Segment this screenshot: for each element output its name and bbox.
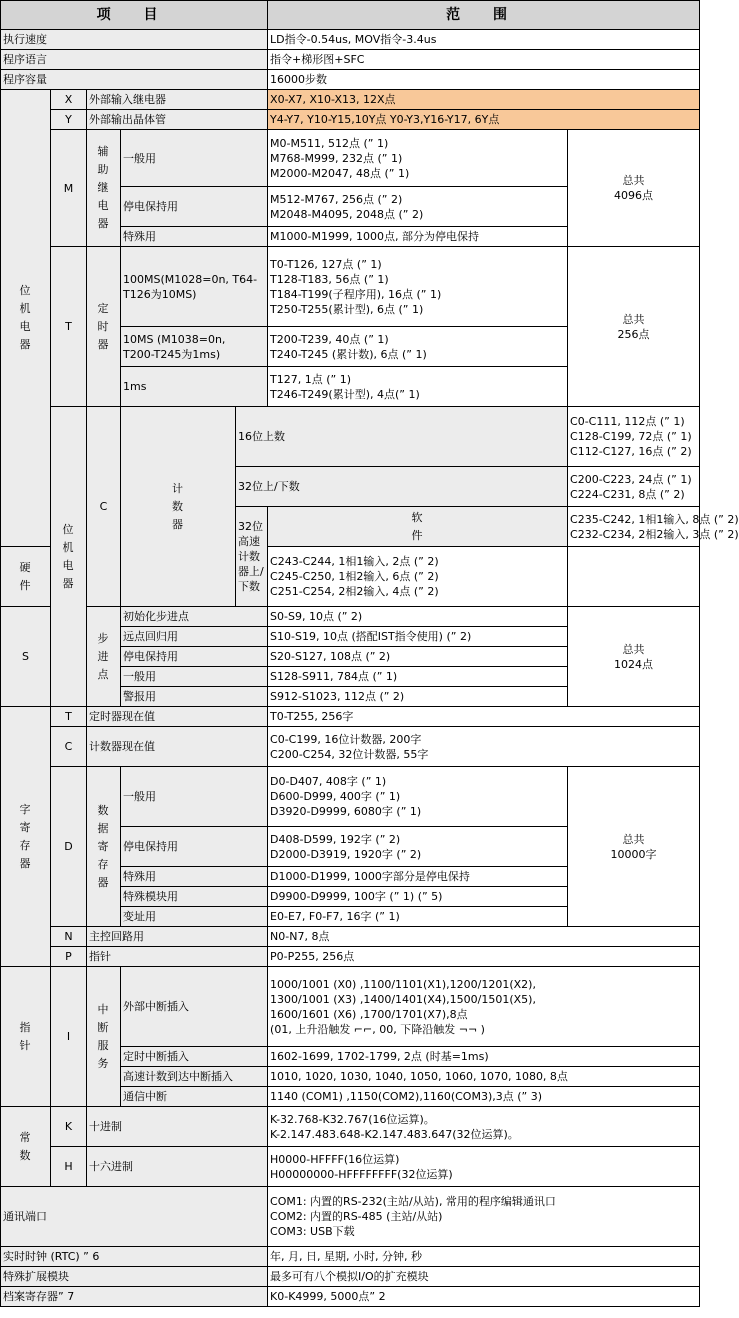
row-label: 执行速度 — [1, 30, 268, 50]
row-value: 16000步数 — [268, 70, 700, 90]
name-cell: 32位高速计数器上/下数 — [236, 507, 268, 607]
table-row — [1, 110, 700, 130]
sub-label: 数据寄存器 — [87, 767, 121, 927]
name-cell: 十进制 — [87, 1107, 268, 1147]
row-value: 最多可有八个模拟I/O的扩充模块 — [268, 1267, 700, 1287]
value-cell: S0-S9, 10点 (” 2) — [268, 607, 568, 627]
value-cell: D0-D407, 408字 (” 1) D600-D999, 400字 (” 1) D3920-D9999, 6080字 (” 1) — [268, 767, 568, 827]
name-cell: 停电保持用 — [121, 647, 268, 667]
row-label: 实时时钟 (RTC) ” 6 — [1, 1247, 268, 1267]
table-row — [1, 607, 700, 627]
name-cell: 停电保持用 — [121, 187, 268, 227]
value-cell: D408-D599, 192字 (” 2) D2000-D3919, 1920字 (” 2) — [268, 827, 568, 867]
name-cell: 主控回路用 — [87, 927, 268, 947]
name-cell: 高速计数到达中断插入 — [121, 1067, 268, 1087]
group-label: 字寄存器 — [1, 707, 51, 967]
table-row — [1, 90, 700, 110]
table-row — [1, 967, 700, 1047]
value-cell: Y4-Y7, Y10-Y15,10Y点 Y0-Y3,Y16-Y17, 6Y点 — [268, 110, 700, 130]
table-row — [1, 1147, 700, 1187]
name-cell: 计数器现在值 — [87, 727, 268, 767]
name-cell: 100MS(M1028=0n, T64-T126为10MS) — [121, 247, 268, 327]
value-cell: C235-C242, 1相1输入, 8点 (” 2) C232-C234, 2相2输入, 3点 (” 2) — [568, 507, 700, 547]
code-cell: M — [51, 130, 87, 247]
header-range: 范 围 — [268, 1, 700, 30]
name-cell: 外部输入继电器 — [87, 90, 268, 110]
table-row — [1, 707, 700, 727]
value-cell — [268, 967, 700, 1047]
row-value: 年, 月, 日, 星期, 小时, 分钟, 秒 — [268, 1247, 700, 1267]
group-label: 指针 — [1, 967, 51, 1107]
row-label: 特殊扩展模块 — [1, 1267, 268, 1287]
code-cell: X — [51, 90, 87, 110]
name-cell: 十六进制 — [87, 1147, 268, 1187]
table-row — [1, 247, 700, 327]
name-cell: 警报用 — [121, 687, 268, 707]
value-cell: T127, 1点 (” 1) T246-T249(累计型), 4点(” 1) — [268, 367, 568, 407]
code-cell: N — [51, 927, 87, 947]
code-cell: Y — [51, 110, 87, 130]
value-cell: 1602-1699, 1702-1799, 2点 (时基=1ms) — [268, 1047, 700, 1067]
table-row — [1, 927, 700, 947]
interrupt-list: 1000/1001 (X0) ,1100/1101(X1),1200/1201(X2), 1300/1001 (X3) ,1400/1401(X4),1500/1501(X5), 1600/1601 (X6) ,1700/1701(X7),8点 — [270, 977, 536, 1021]
table-row — [1, 1187, 700, 1247]
value-cell: 1140 (COM1) ,1150(COM2),1160(COM3),3点 (” 3) — [268, 1087, 700, 1107]
code-cell: H — [51, 1147, 87, 1187]
table-row — [1, 767, 700, 827]
value-cell: H0000-HFFFF(16位运算) H00000000-HFFFFFFFF(32位运算) — [268, 1147, 700, 1187]
value-cell: C0-C199, 16位计数器, 200字 C200-C254, 32位计数器, 55字 — [268, 727, 700, 767]
table-header — [1, 1, 700, 30]
value-cell: D9900-D9999, 100字 (” 1) (” 5) — [268, 887, 568, 907]
group-label: 位机电器 — [1, 90, 51, 547]
name-cell: 通信中断 — [121, 1087, 268, 1107]
code-cell: S — [1, 607, 51, 707]
value-cell: C200-C223, 24点 (” 1) C224-C231, 8点 (” 2) — [568, 467, 700, 507]
code-cell: T — [51, 707, 87, 727]
row-value: 指令+梯形图+SFC — [268, 50, 700, 70]
value-cell: X0-X7, X10-X13, 12X点 — [268, 90, 700, 110]
value-cell: C243-C244, 1相1输入, 2点 (” 2) C245-C250, 1相2输入, 6点 (” 2) C251-C254, 2相2输入, 4点 (” 2) — [268, 547, 568, 607]
value-cell: S20-S127, 108点 (” 2) — [268, 647, 568, 667]
sub-label: 辅助继电器 — [87, 130, 121, 247]
table-row — [1, 1107, 700, 1147]
value-cell: M1000-M1999, 1000点, 部分为停电保持 — [268, 227, 568, 247]
table-row — [1, 1247, 700, 1267]
group-label: 常数 — [1, 1107, 51, 1187]
name-cell: 一般用 — [121, 767, 268, 827]
sub-label: 定时器 — [87, 247, 121, 407]
value-cell: T0-T126, 127点 (” 1) T128-T183, 56点 (” 1) T184-T199(子程序用), 16点 (” 1) T250-T255(累计型), 6点 (” 1) — [268, 247, 568, 327]
code-cell: C — [51, 727, 87, 767]
sub-label: 计数器 — [121, 407, 236, 607]
value-cell: T0-T255, 256字 — [268, 707, 700, 727]
row-label: 程序语言 — [1, 50, 268, 70]
name-cell: 一般用 — [121, 130, 268, 187]
table-row — [1, 130, 700, 187]
code-cell: D — [51, 767, 87, 927]
value-cell: E0-E7, F0-F7, 16字 (” 1) — [268, 907, 568, 927]
value-cell: C0-C111, 112点 (” 1) C128-C199, 72点 (” 1) C112-C127, 16点 (” 2) — [568, 407, 700, 467]
soft-label: 软件 — [268, 507, 568, 547]
name-cell: 变址用 — [121, 907, 268, 927]
value-cell: K-32.768-K32.767(16位运算)。 K-2.147.483.648-K2.147.483.647(32位运算)。 — [268, 1107, 700, 1147]
table-row — [1, 1287, 700, 1307]
name-cell: 初始化步进点 — [121, 607, 268, 627]
value-cell: D1000-D1999, 1000字部分是停电保持 — [268, 867, 568, 887]
sub-label: 步进点 — [87, 607, 121, 707]
value-cell: S128-S911, 784点 (” 1) — [268, 667, 568, 687]
table-row — [1, 30, 700, 50]
edge-note: (01, 上升沿触发 ⌐⌐, 00, 下降沿触发 ¬¬ ) — [270, 1022, 485, 1036]
name-cell: 32位上/下数 — [236, 467, 568, 507]
name-cell: 外部输出晶体管 — [87, 110, 268, 130]
code-cell: C — [87, 407, 121, 607]
name-cell: 1ms — [121, 367, 268, 407]
name-cell: 16位上数 — [236, 407, 568, 467]
name-cell: 特殊模块用 — [121, 887, 268, 907]
name-cell: 定时中断插入 — [121, 1047, 268, 1067]
name-cell: 定时器现在值 — [87, 707, 268, 727]
name-cell: 特殊用 — [121, 867, 268, 887]
name-cell: 远点回归用 — [121, 627, 268, 647]
name-cell: 特殊用 — [121, 227, 268, 247]
code-cell: P — [51, 947, 87, 967]
total-cell: 总共 1024点 — [568, 607, 700, 707]
row-value: LD指令-0.54us, MOV指令-3.4us — [268, 30, 700, 50]
group-label: 位机电器 — [51, 407, 87, 707]
value-cell: P0-P255, 256点 — [268, 947, 700, 967]
value-cell: M512-M767, 256点 (” 2) M2048-M4095, 2048点 (” 2) — [268, 187, 568, 227]
row-label: 通讯端口 — [1, 1187, 268, 1247]
name-cell: 指针 — [87, 947, 268, 967]
hard-label: 硬件 — [1, 547, 51, 607]
row-label: 程序容量 — [1, 70, 268, 90]
value-cell: N0-N7, 8点 — [268, 927, 700, 947]
value-cell: S10-S19, 10点 (搭配IST指令使用) (” 2) — [268, 627, 568, 647]
code-cell: K — [51, 1107, 87, 1147]
sub-label: 中断服务 — [87, 967, 121, 1107]
total-cell: 总共 256点 — [568, 247, 700, 407]
name-cell: 外部中断插入 — [121, 967, 268, 1047]
table-row — [1, 70, 700, 90]
name-cell: 10MS (M1038=0n, T200-T245为1ms) — [121, 327, 268, 367]
header-item: 项 目 — [1, 1, 268, 30]
value-cell: M0-M511, 512点 (” 1) M768-M999, 232点 (” 1) M2000-M2047, 48点 (” 1) — [268, 130, 568, 187]
value-cell: T200-T239, 40点 (” 1) T240-T245 (累计数), 6点 (” 1) — [268, 327, 568, 367]
table-row — [1, 1267, 700, 1287]
table-row — [1, 947, 700, 967]
row-value: K0-K4999, 5000点” 2 — [268, 1287, 700, 1307]
table-row — [1, 50, 700, 70]
table-row — [1, 407, 700, 467]
total-cell: 总共 10000字 — [568, 767, 700, 927]
code-cell: T — [51, 247, 87, 407]
row-label: 档案寄存器” 7 — [1, 1287, 268, 1307]
value-cell: COM1: 内置的RS-232(主站/从站), 常用的程序编辑通讯口 COM2: 内置的RS-485 (主站/从站) COM3: USB下载 — [268, 1187, 700, 1247]
name-cell: 一般用 — [121, 667, 268, 687]
total-cell: 总共 4096点 — [568, 130, 700, 247]
value-cell: 1010, 1020, 1030, 1040, 1050, 1060, 1070, 1080, 8点 — [268, 1067, 700, 1087]
value-cell: S912-S1023, 112点 (” 2) — [268, 687, 568, 707]
name-cell: 停电保持用 — [121, 827, 268, 867]
code-cell: I — [51, 967, 87, 1107]
table-row — [1, 727, 700, 767]
